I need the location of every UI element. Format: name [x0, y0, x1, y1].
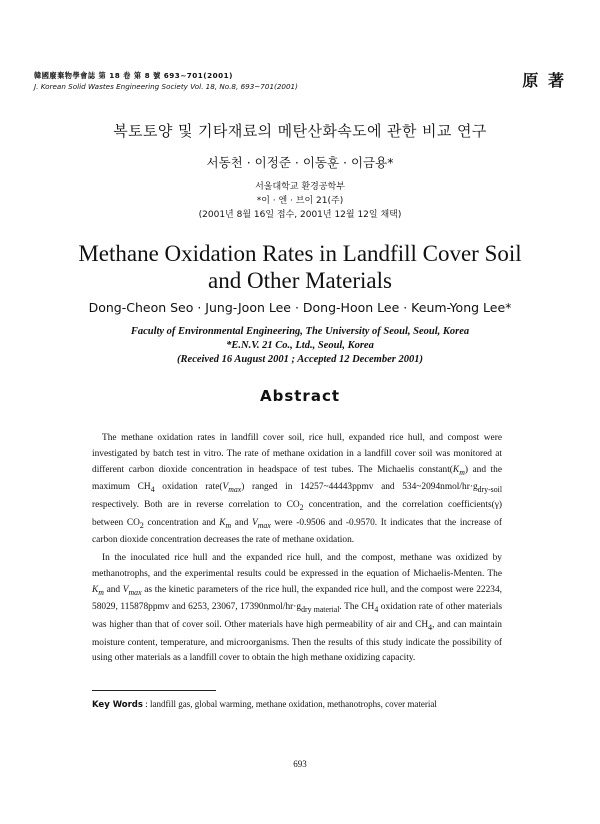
korean-affiliation-2: *이 · 엔 · 브이 21(주) [256, 196, 344, 206]
english-dates: (Received 16 August 2001 ; Accepted 12 December 2001) [177, 354, 423, 365]
korean-title: 복토토양 및 기타재료의 메탄산화속도에 관한 비교 연구 [113, 122, 487, 140]
keywords-divider [92, 690, 216, 691]
journal-name-english: J. Korean Solid Wastes Engineering Society Vol. 18, No.8, 693~701(2001) [34, 82, 298, 91]
english-title-line-1: Methane Oxidation Rates in Landfill Cover Soil [78, 241, 522, 266]
paper-type-label: 原 著 [522, 71, 566, 90]
page-number: 693 [293, 759, 307, 769]
keywords-line [92, 699, 437, 710]
abstract-body [92, 431, 502, 667]
korean-dates: (2001년 8월 16일 접수, 2001년 12월 12일 채택) [198, 210, 402, 220]
english-title-line-2: and Other Materials [208, 268, 392, 293]
abstract-heading: Abstract [259, 387, 341, 405]
abstract-paragraph-2: In the inoculated rice hull and the expanded rice hull, and the compost, methane was oxidized by methanotrophs, and the experimental results could be expressed in the equation of Michaelis-Menten. The $K_m$ and $V_{max}$ as the kinetic parameters of the rice hull, the expanded rice hull, and the compost were 22234, 58029, 115878ppmv and 6253, 23067, $17390nmol/hr\cdot g_{dry material}$. The $CH_4$ oxidation rate of other materials was higher than that of cover soil. Other materials have high permeability of air and $CH_4$, and can maintain moisture content, temperature, and microorganisms. Then the results of this study indicate the possibility of using other materials as a landfill cover to obtain the high methane oxidizing capacity. [92, 553, 502, 664]
abstract-paragraph-1: The methane oxidation rates in landfill cover soil, rice hull, expanded rice hull, and compost were investigated by batch test in vitro. The rate of methane oxidation in a landfill cover soil was monitored at different carbon dioxide concentration in headspace of test tubes. The Michaelis $constant(K_m)$ and the maximum $CH_4$ oxidation $rate(V_{max})$ ranged in 14257~44443ppmv and $534\sim 2094nmol/hr\cdot g_{dry-soil}$ respectively. Both are in reverse correlation to $CO_2$ concentration, and the correlation coefficients(γ) between $CO_2$ concentration and $K_m$ and $V_{max}$ were -0.9506 and -0.9570. It indicates that the increase of carbon dioxide concentration decreases the rate of methane oxidation. [92, 433, 502, 546]
english-affiliation-1: Faculty of Environmental Engineering, The University of Seoul, Seoul, Korea [130, 326, 470, 337]
keywords-label: Key Words [92, 700, 143, 710]
korean-affiliation-1: 서울대학교 환경공학부 [255, 182, 345, 192]
journal-header [34, 70, 298, 92]
english-authors: Dong-Cheon Seo · Jung-Joon Lee · Dong-Hoon Lee · Keum-Yong Lee* [88, 300, 512, 315]
korean-authors: 서동천 · 이정준 · 이동훈 · 이금용* [206, 155, 394, 170]
keywords-text: : landfill gas, global warming, methane oxidation, methanotrophs, cover material [145, 699, 437, 709]
english-title [0, 240, 600, 294]
english-affiliation-2: *E.N.V. 21 Co., Ltd., Seoul, Korea [226, 340, 374, 351]
journal-name-korean: 韓國廢棄物學會誌 第 18 卷 第 8 號 693~701(2001) [34, 71, 233, 80]
